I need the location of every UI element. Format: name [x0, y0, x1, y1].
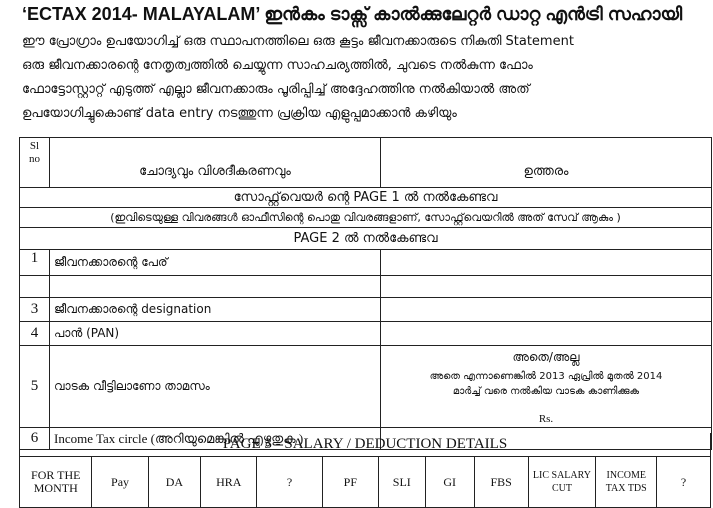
- col-header-sli: SLI: [378, 457, 425, 508]
- row-question: ജീവനക്കാരന്റെ പേര്: [50, 250, 381, 276]
- row-question: [50, 276, 381, 298]
- row-number: 6: [20, 428, 50, 450]
- salary-deduction-table: [19, 456, 711, 508]
- answer-field-designation[interactable]: [381, 298, 712, 322]
- page-title: ‘ECTAX 2014- MALAYALAM’ ഇൻകം ടാക്സ് കാൽക്കുലേറ്റർ ഡാറ്റ എൻട്രി സഹായി: [22, 4, 683, 24]
- col-header-question: ചോദ്യവും വിശദീകരണവും: [50, 138, 381, 188]
- table-row: [20, 322, 712, 346]
- answer-note: മാർച്ച് വരെ നൽകിയ വാടക കാണിക്കുക: [452, 385, 640, 397]
- col-header-gi: GI: [425, 457, 474, 508]
- salary-header-row: [20, 457, 711, 508]
- answer-note: അതെ എന്നാണെങ്കിൽ 2013 ഏപ്രിൽ മുതൽ 2014: [429, 370, 663, 382]
- col-header-blank: ?: [257, 457, 322, 508]
- row-question: ജീവനക്കാരന്റെ designation: [50, 298, 381, 322]
- col-header-fbs: FBS: [474, 457, 528, 508]
- intro-line: ഒരു ജീവനക്കാരന്റെ നേതൃത്വത്തിൽ ചെയ്യുന്ന സാഹചര്യത്തിൽ, ചുവടെ നൽകുന്ന ഫോം: [22, 58, 533, 73]
- row-number: 3: [20, 298, 50, 322]
- col-header-lic: LIC SALARY CUT: [528, 457, 596, 508]
- page2-heading: PAGE 2 ൽ നൽകേണ്ടവ: [20, 228, 712, 250]
- row-question: വാടക വീട്ടിലാണോ താമസം: [50, 346, 381, 428]
- table-row: [20, 346, 712, 428]
- row-number: 4: [20, 322, 50, 346]
- col-header-income-tax: INCOME TAX TDS: [596, 457, 657, 508]
- intro-paragraph: [22, 30, 702, 126]
- page1-note: (ഇവിടെയുള്ള വിവരങ്ങൾ ഓഫീസിന്റെ പൊതു വിവരങ്ങളാണ്, സോഫ്റ്റ്‌വെയറിൽ അത് സേവ് ആകും ): [20, 208, 712, 228]
- row-number: 5: [20, 346, 50, 428]
- table-row: [20, 298, 712, 322]
- salary-section-heading: PAGE 3 - SALARY / DEDUCTION DETAILS: [19, 433, 711, 456]
- page1-note-row: [20, 208, 712, 228]
- row-number: 1: [20, 250, 50, 276]
- col-header-pay: Pay: [92, 457, 148, 508]
- col-header-sl-no: Sl no: [20, 138, 50, 188]
- answer-field[interactable]: [381, 276, 712, 298]
- page2-heading-row: [20, 228, 712, 250]
- col-header-month: FOR THE MONTH: [20, 457, 92, 508]
- row-question: പാൻ (PAN): [50, 322, 381, 346]
- intro-line: ഈ പ്രോഗ്രാം ഉപയോഗിച്ച് ഒരു സ്ഥാപനത്തിലെ ഒരു കൂട്ടം ജീവനക്കാരുടെ നികുതി Statement: [22, 34, 574, 49]
- col-header-da: DA: [148, 457, 201, 508]
- col-header-pf: PF: [322, 457, 378, 508]
- data-entry-form-table: [19, 137, 712, 450]
- answer-field-name[interactable]: [381, 250, 712, 276]
- answer-field-pan[interactable]: [381, 322, 712, 346]
- page1-heading: സോഫ്റ്റ്‌വെയർ ന്റെ PAGE 1 ൽ നൽകേണ്ടവ: [20, 188, 712, 208]
- page1-heading-row: [20, 188, 712, 208]
- answer-field-rent[interactable]: [381, 346, 712, 428]
- row-number: [20, 276, 50, 298]
- answer-yes-no: അതെ/അല്ല: [512, 349, 580, 364]
- table-row: [20, 276, 712, 298]
- row-question: Income Tax circle (അറിയുമെങ്കിൽ എഴുതുക ): [50, 428, 381, 450]
- table-header-row: [20, 138, 712, 188]
- col-header-blank: ?: [657, 457, 711, 508]
- col-header-answer: ഉത്തരം: [381, 138, 712, 188]
- rs-label: Rs.: [538, 412, 554, 425]
- intro-line: ഫോട്ടോസ്റ്റാറ്റ് എടുത്ത് എല്ലാ ജീവനക്കാരും പൂരിപ്പിച്ച് അദ്ദേഹത്തിനു നൽകിയാൽ അത്: [22, 82, 530, 97]
- intro-line: ഉപയോഗിച്ചുകൊണ്ട് data entry നടത്തുന്ന പ്രക്രിയ എളുപ്പമാക്കാൻ കഴിയും: [22, 106, 457, 121]
- col-header-hra: HRA: [201, 457, 257, 508]
- table-row: [20, 250, 712, 276]
